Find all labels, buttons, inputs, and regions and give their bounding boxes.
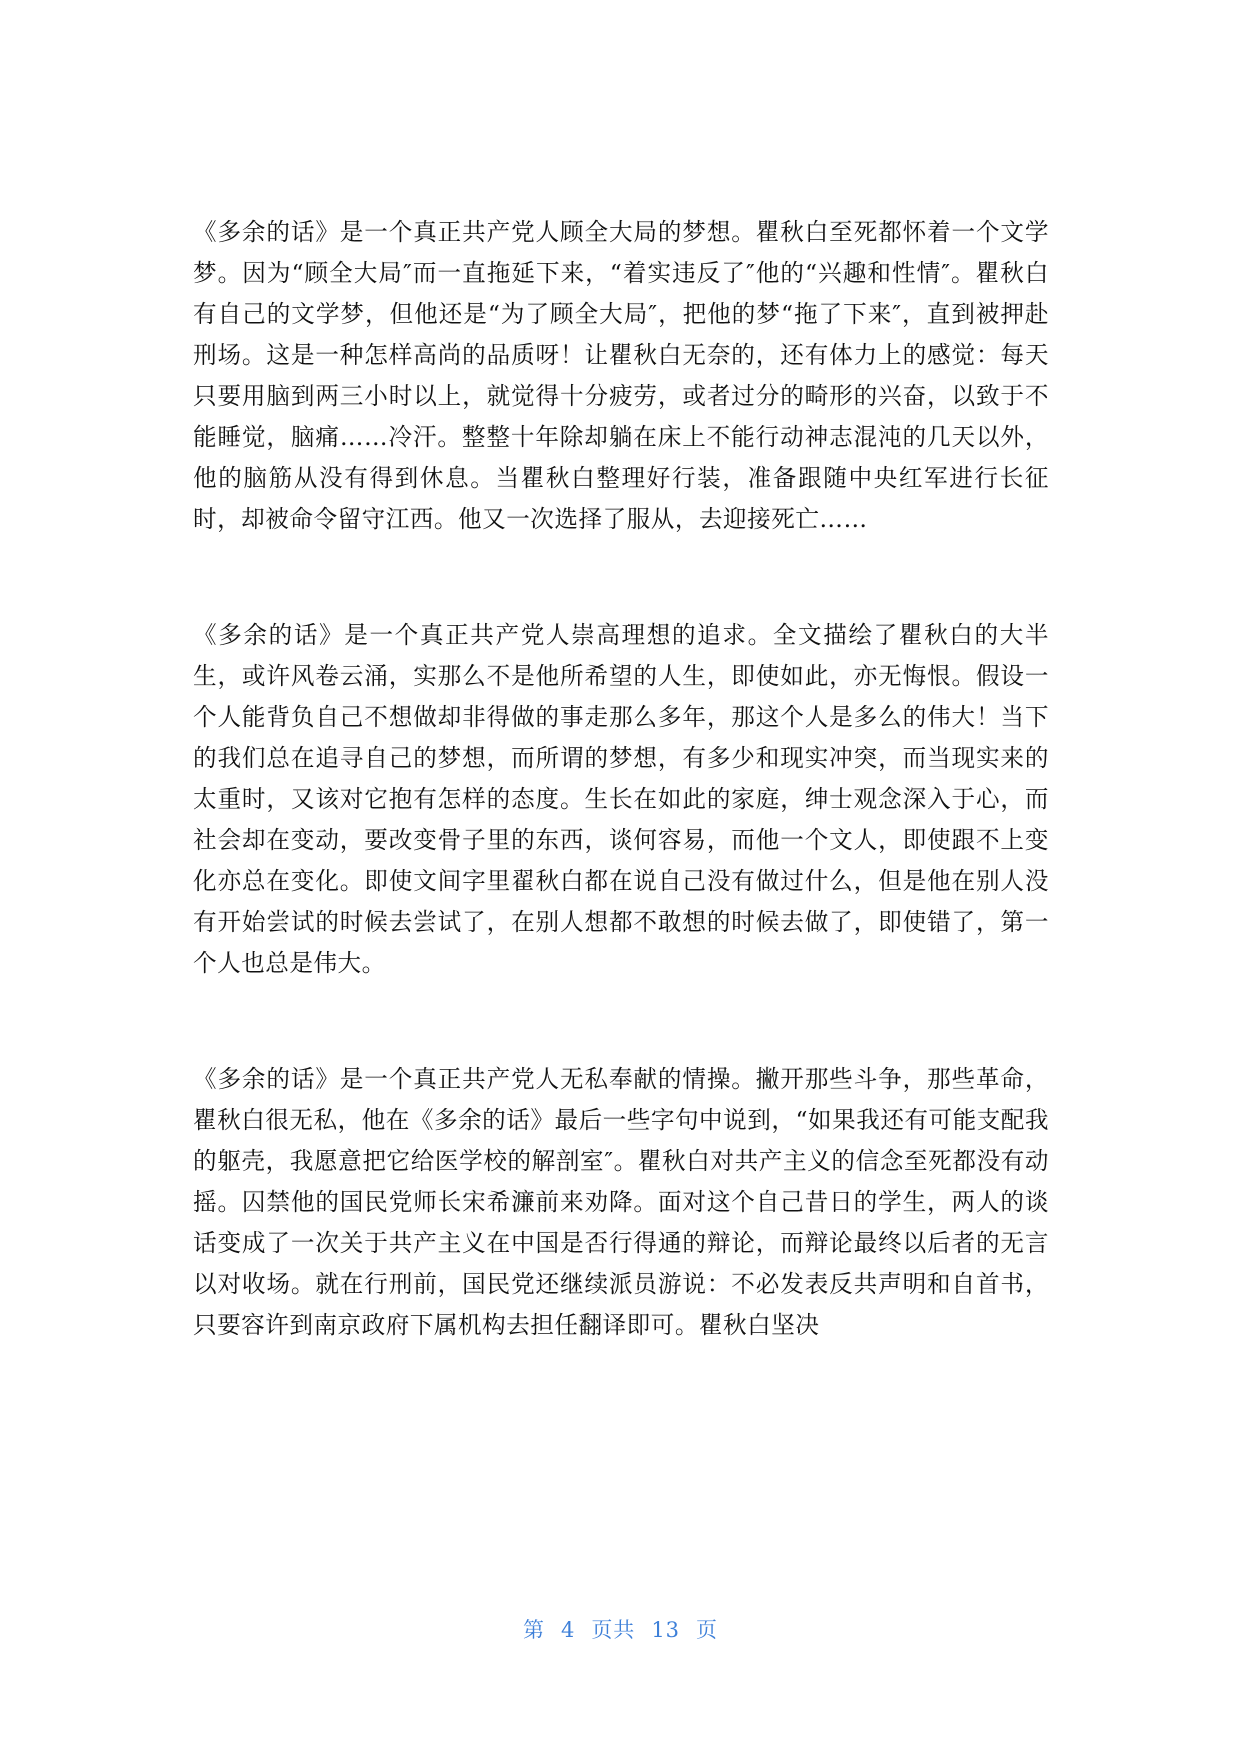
body-text bbox=[193, 212, 1049, 1346]
page-number-footer bbox=[0, 1614, 1241, 1644]
footer-suffix: 页 bbox=[696, 1618, 719, 1642]
footer-middle: 页共 bbox=[591, 1618, 636, 1642]
total-page-count: 13 bbox=[651, 1618, 681, 1642]
paragraph-2: 《多余的话》是一个真正共产党人崇高理想的追求。全文描绘了瞿秋白的大半生，或许风卷云涌，实那么不是他所希望的人生，即使如此，亦无悔恨。假设一个人能背负自己不想做却非得做的事走那么多年，那这个人是多么的伟大！当下的我们总在追寻自己的梦想，而所谓的梦想，有多少和现实冲突，而当现实来的太重时，又该对它抱有怎样的态度。生长在如此的家庭，绅士观念深入于心，而社会却在变动，要改变骨子里的东西，谈何容易，而他一个文人，即使跟不上变化亦总在变化。即使文间字里翟秋白都在说自己没有做过什么，但是他在别人没有开始尝试的时候去尝试了，在别人想都不敢想的时候去做了，即使错了，第一个人也总是伟大。 bbox=[193, 621, 1049, 977]
current-page-number: 4 bbox=[560, 1618, 576, 1642]
footer-prefix: 第 bbox=[522, 1618, 545, 1642]
paragraph-3: 《多余的话》是一个真正共产党人无私奉献的情操。撇开那些斗争，那些革命，瞿秋白很无私，他在《多余的话》最后一些字句中说到，“如果我还有可能支配我的躯壳，我愿意把它给医学校的解剖室″。瞿秋白对共产主义的信念至死都没有动摇。囚禁他的国民党师长宋希濂前来劝降。面对这个自己昔日的学生，两人的谈话变成了一次关于共产主义在中国是否行得通的辩论，而辩论最终以后者的无言以对收场。就在行刑前，国民党还继续派员游说：不必发表反共声明和自首书，只要容许到南京政府下属机构去担任翻译即可。瞿秋白坚决 bbox=[193, 1065, 1049, 1339]
paragraph-1: 《多余的话》是一个真正共产党人顾全大局的梦想。瞿秋白至死都怀着一个文学梦。因为“顾全大局″而一直拖延下来，“着实违反了″他的“兴趣和性情″。瞿秋白有自己的文学梦，但他还是“为了顾全大局″，把他的梦“拖了下来″，直到被押赴刑场。这是一种怎样高尚的品质呀！让瞿秋白无奈的，还有体力上的感觉：每天只要用脑到两三小时以上，就觉得十分疲劳，或者过分的畸形的兴奋，以致于不能睡觉，脑痛……冷汗。整整十年除却躺在床上不能行动神志混沌的几天以外，他的脑筋从没有得到休息。当瞿秋白整理好行装，准备跟随中央红军进行长征时，却被命令留守江西。他又一次选择了服从，去迎接死亡…… bbox=[193, 218, 1049, 533]
